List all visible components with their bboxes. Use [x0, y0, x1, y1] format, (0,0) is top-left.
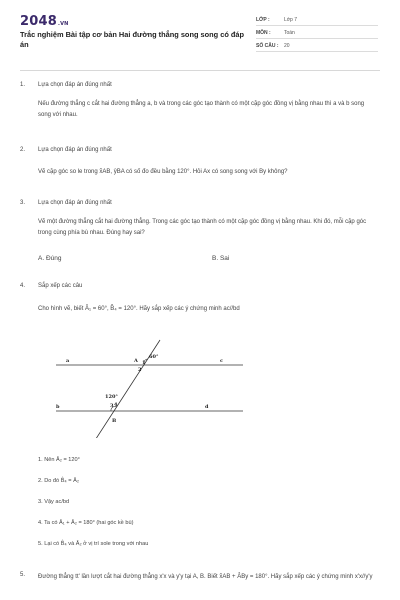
angle-label-120: 120° [105, 394, 118, 400]
question-5 [20, 572, 382, 598]
logo-sub: .VN [57, 21, 69, 27]
question-number: 2. [20, 147, 26, 153]
question-text: Đường thẳng tt' lần lượt cắt hai đường thẳng x'x và y'y tại A, B. Biết x̂AB + ÂBy = 180°. Hãy sắp xếp các ý chứng minh x'x//y'y [38, 574, 373, 580]
site-logo[interactable] [20, 14, 69, 29]
arrange-step-3[interactable]: 3. Vậy ac/bd [38, 499, 70, 505]
label-b: b [56, 404, 60, 410]
meta-class-key: LỚP : [256, 17, 270, 23]
arrange-step-5[interactable]: 5. Lại có B̂₄ và Â₂ ở vị trí sole trong với nhau [38, 541, 149, 547]
arrange-step-4[interactable]: 4. Ta có Â₁ + Â₂ = 180° (hai góc kề bù) [38, 520, 134, 526]
label-point-a: A [134, 358, 138, 364]
meta-subject-row [256, 27, 378, 39]
question-3 [20, 200, 382, 270]
angle-index-3: 3 [110, 403, 114, 409]
option-a[interactable]: A. Đúng [38, 255, 62, 262]
label-a: a [66, 358, 70, 364]
arrange-step-1[interactable]: 1. Nên Â₂ = 120° [38, 457, 80, 463]
meta-subject-value: Toán [284, 30, 295, 36]
angle-label-60: 60° [149, 354, 159, 360]
angle-index-2: 2 [138, 367, 142, 373]
page-header [0, 0, 400, 72]
question-prompt: Lựa chọn đáp án đúng nhất [38, 147, 112, 153]
meta-class-row [256, 14, 378, 26]
page-title: Trắc nghiệm Bài tập cơ bản Hai đường thẳng song song có đáp án [20, 30, 245, 49]
question-number: 1. [20, 82, 26, 88]
parallel-lines-figure [48, 338, 248, 438]
label-d: d [205, 404, 209, 410]
question-2 [20, 147, 382, 187]
meta-count-row [256, 40, 378, 52]
label-c: c [220, 358, 224, 364]
question-text: Cho hình vẽ, biết Â₁ = 60°, B̂₄ = 120°. Hãy sắp xếp các ý chứng minh ac//bd [38, 306, 240, 312]
question-text: Nếu đường thẳng c cắt hai đường thẳng a, b và trong các góc tạo thành có một cặp góc đồng vị bằng nhau thì a và b song song với nhau. [38, 101, 365, 118]
option-b[interactable]: B. Sai [212, 255, 230, 262]
angle-index-4: 4 [114, 402, 118, 408]
meta-count-value: 20 [284, 43, 290, 49]
question-number: 5. [20, 572, 26, 578]
arrange-step-2[interactable]: 2. Do đó B̂₄ = Â₂ [38, 478, 79, 484]
meta-class-value: Lớp 7 [284, 17, 298, 23]
question-prompt: Lựa chọn đáp án đúng nhất [38, 200, 112, 206]
logo-main: 2048 [20, 14, 57, 29]
question-text: Vẽ một đường thẳng cắt hai đường thẳng. Trong các góc tạo thành có một cặp góc đồng vị bằng nhau. Khi đó, mỗi cặp góc trong cùng phía bù nhau. Đúng hay sai? [38, 219, 367, 236]
question-text: Vẽ cặp góc so le trong x̂AB, ŷBA có số đo đều bằng 120°. Hỏi Ax có song song với By không? [38, 169, 288, 175]
meta-subject-key: MÔN : [256, 30, 271, 36]
label-point-b: B [112, 418, 117, 424]
question-1 [20, 82, 382, 132]
question-prompt: Lựa chọn đáp án đúng nhất [38, 82, 112, 88]
header-divider [20, 70, 380, 71]
angle-index-1: 1 [142, 360, 146, 366]
question-prompt: Sắp xếp các câu [38, 283, 83, 289]
question-number: 3. [20, 200, 26, 206]
meta-count-key: SỐ CÂU : [256, 43, 279, 49]
question-number: 4. [20, 283, 26, 289]
